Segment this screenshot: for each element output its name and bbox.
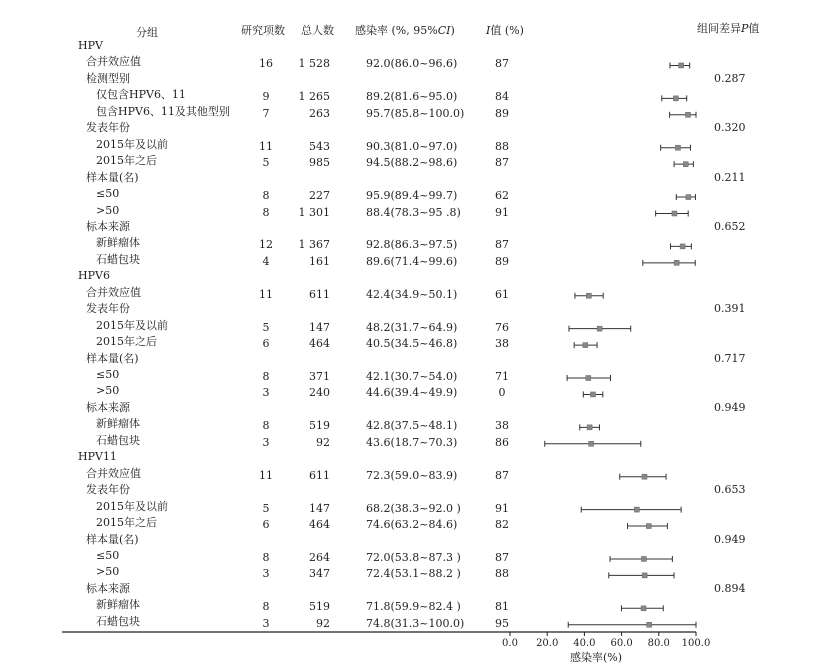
row-ci: 72.4(53.1~88.2 ) [366, 567, 461, 581]
row-studies: 3 [262, 616, 270, 630]
row-total: 92 [316, 435, 330, 449]
row-studies: 8 [262, 189, 270, 203]
row-p-value: 0.652 [714, 219, 746, 233]
row-studies: 5 [262, 501, 270, 515]
row-label: 石蜡包块 [96, 252, 140, 266]
point-estimate [673, 96, 678, 101]
x-tick-label: 20.0 [536, 638, 559, 649]
row-studies: 16 [259, 57, 273, 71]
x-tick-label: 40.0 [573, 638, 596, 649]
row-ci: 72.0(53.8~87.3 ) [366, 550, 461, 564]
row-label: 石蜡包块 [96, 614, 140, 628]
row-i2: 87 [495, 57, 509, 71]
row-i2: 95 [495, 616, 509, 630]
point-estimate [590, 392, 595, 397]
row-total: 1 265 [298, 90, 330, 104]
row-i2: 87 [495, 550, 509, 564]
header-group: 分组 [136, 26, 158, 39]
row-label: 2015年之后 [96, 516, 157, 530]
row-studies: 8 [262, 370, 270, 383]
row-i2: 87 [495, 238, 509, 252]
row-label: >50 [96, 565, 120, 579]
row-i2: 91 [495, 501, 509, 515]
row-label: 2015年之后 [96, 154, 157, 168]
row-ci: 68.2(38.3~92.0 ) [366, 501, 461, 515]
x-tick-label: 60.0 [610, 638, 633, 649]
row-i2: 71 [495, 370, 509, 383]
point-estimate [679, 63, 684, 68]
row-label: HPV6 [78, 269, 110, 283]
point-estimate [583, 343, 588, 348]
point-estimate [634, 507, 639, 512]
row-total: 543 [309, 139, 330, 153]
header-pdiff-letter: P [741, 22, 749, 35]
point-estimate [672, 211, 677, 216]
row-total: 263 [309, 106, 330, 120]
row-p-value: 0.949 [714, 532, 746, 546]
header-pdiff-suffix: 值 [748, 22, 760, 35]
row-i2: 84 [495, 90, 509, 104]
header-pdiff-text: 组间差异 [697, 22, 741, 35]
point-estimate [683, 162, 688, 167]
header-i2-suffix: 值 (%) [490, 24, 524, 37]
point-estimate [680, 244, 685, 249]
row-total: 611 [309, 468, 330, 482]
row-total: 464 [309, 518, 330, 532]
row-i2: 38 [495, 337, 509, 351]
row-label: HPV11 [78, 450, 117, 464]
header-rate-close: ) [450, 24, 455, 37]
header-i2-letter: I [486, 24, 491, 37]
row-total: 371 [309, 370, 330, 383]
row-total: 227 [309, 189, 330, 203]
row-label: >50 [96, 384, 120, 398]
point-estimate [646, 524, 651, 529]
row-ci: 92.8(86.3~97.5) [366, 238, 458, 252]
row-i2: 87 [495, 468, 509, 482]
row-i2: 88 [495, 139, 509, 153]
row-label: ≤50 [96, 187, 120, 201]
row-ci: 90.3(81.0~97.0) [366, 139, 458, 153]
row-ci: 88.4(78.3~95 .8) [366, 205, 461, 219]
header-rate-ci: CI [437, 24, 451, 37]
row-label: 2015年及以前 [96, 137, 168, 151]
row-i2: 88 [495, 567, 509, 581]
row-label: 合并效应值 [86, 285, 141, 299]
row-studies: 8 [262, 550, 270, 564]
x-tick-label: 0.0 [502, 638, 518, 649]
x-axis-label: 感染率(%) [569, 651, 623, 664]
row-label: 检测型别 [86, 71, 130, 85]
row-ci: 94.5(88.2~98.6) [366, 156, 458, 170]
row-ci: 95.7(85.8~100.0) [366, 106, 465, 120]
header-rate-text: 感染率 (%, 95% [355, 24, 438, 37]
row-p-value: 0.320 [714, 121, 746, 135]
row-label: 新鲜瘤体 [96, 417, 140, 431]
point-estimate [686, 112, 691, 117]
row-i2: 87 [495, 156, 509, 170]
row-p-value: 0.717 [714, 351, 746, 365]
row-i2: 89 [495, 254, 509, 268]
row-total: 161 [309, 254, 330, 268]
row-ci: 43.6(18.7~70.3) [366, 435, 458, 449]
row-studies: 6 [262, 518, 270, 532]
row-total: 147 [309, 501, 330, 515]
row-studies: 11 [259, 468, 273, 482]
row-ci: 95.9(89.4~99.7) [366, 189, 458, 203]
row-studies: 7 [262, 106, 270, 120]
row-label: 仅包含HPV6、11 [96, 88, 186, 102]
row-i2: 76 [495, 320, 509, 334]
x-tick-label: 100.0 [681, 638, 711, 649]
row-p-value: 0.894 [714, 581, 746, 595]
row-ci: 71.8(59.9~82.4 ) [366, 600, 461, 614]
row-label: 新鲜瘤体 [96, 598, 140, 612]
point-estimate [586, 293, 591, 298]
point-estimate [686, 195, 691, 200]
row-label: ≤50 [96, 368, 120, 381]
header-total: 总人数 [301, 24, 334, 37]
row-total: 1 528 [298, 57, 330, 71]
row-label: 样本量(名) [86, 170, 139, 184]
row-total: 92 [316, 616, 330, 630]
row-i2: 0 [498, 386, 506, 400]
row-ci: 42.8(37.5~48.1) [366, 419, 458, 433]
row-studies: 11 [259, 139, 273, 153]
row-total: 240 [309, 386, 330, 400]
row-studies: 8 [262, 205, 270, 219]
point-estimate [641, 606, 646, 611]
row-studies: 9 [262, 90, 270, 104]
row-p-value: 0.949 [714, 400, 746, 414]
x-tick-label: 80.0 [647, 638, 670, 649]
row-studies: 3 [262, 567, 270, 581]
row-total: 464 [309, 337, 330, 351]
row-i2: 62 [495, 189, 509, 203]
point-estimate [674, 260, 679, 265]
row-ci: 72.3(59.0~83.9) [366, 468, 458, 482]
row-label: HPV [78, 39, 103, 52]
row-label: 标本来源 [86, 581, 130, 595]
point-estimate [586, 376, 591, 381]
row-i2: 38 [495, 419, 509, 433]
row-total: 519 [309, 419, 330, 433]
row-label: >50 [96, 203, 120, 217]
row-studies: 5 [262, 156, 270, 170]
row-total: 985 [309, 156, 330, 170]
row-ci: 89.2(81.6~95.0) [366, 90, 458, 104]
row-label: 新鲜瘤体 [96, 236, 140, 250]
point-estimate [642, 474, 647, 479]
row-label: 发表年份 [86, 302, 130, 316]
row-label: 标本来源 [86, 400, 130, 414]
point-estimate [675, 145, 680, 150]
row-label: 发表年份 [86, 483, 130, 497]
point-estimate [647, 622, 652, 627]
row-total: 347 [309, 567, 330, 581]
row-i2: 91 [495, 205, 509, 219]
row-i2: 86 [495, 435, 509, 449]
row-total: 264 [309, 550, 330, 564]
row-label: 合并效应值 [86, 55, 141, 69]
row-studies: 8 [262, 419, 270, 433]
row-label: 合并效应值 [86, 466, 141, 480]
row-p-value: 0.391 [714, 302, 746, 316]
row-p-value: 0.211 [714, 170, 746, 184]
row-studies: 11 [259, 287, 273, 301]
row-label: 2015年之后 [96, 335, 157, 349]
row-studies: 3 [262, 386, 270, 400]
row-label: 样本量(名) [86, 351, 139, 365]
header-studies: 研究项数 [241, 24, 285, 37]
row-ci: 74.6(63.2~84.6) [366, 518, 458, 532]
row-studies: 3 [262, 435, 270, 449]
row-total: 1 301 [298, 205, 330, 219]
row-i2: 61 [495, 287, 509, 301]
point-estimate [642, 573, 647, 578]
row-label: 标本来源 [86, 219, 130, 233]
row-i2: 89 [495, 106, 509, 120]
row-total: 611 [309, 287, 330, 301]
point-estimate [589, 441, 594, 446]
row-ci: 48.2(31.7~64.9) [366, 320, 458, 334]
row-ci: 40.5(34.5~46.8) [366, 337, 458, 351]
point-estimate [597, 326, 602, 331]
row-label: ≤50 [96, 548, 120, 562]
row-p-value: 0.287 [714, 71, 746, 85]
row-studies: 4 [262, 254, 270, 268]
row-i2: 82 [495, 518, 509, 532]
row-ci: 44.6(39.4~49.9) [366, 386, 458, 400]
row-label: 2015年及以前 [96, 318, 168, 332]
row-ci: 89.6(71.4~99.6) [366, 254, 458, 268]
row-studies: 6 [262, 337, 270, 351]
row-ci: 42.1(30.7~54.0) [366, 370, 458, 383]
point-estimate [641, 556, 646, 561]
row-total: 1 367 [298, 238, 330, 252]
row-label: 样本量(名) [86, 532, 139, 546]
row-label: 包含HPV6、11及其他型别 [96, 104, 230, 118]
row-i2: 81 [495, 600, 509, 614]
row-studies: 5 [262, 320, 270, 334]
row-studies: 8 [262, 600, 270, 614]
row-ci: 74.8(31.3~100.0) [366, 616, 465, 630]
row-studies: 12 [259, 238, 273, 252]
row-p-value: 0.653 [714, 483, 746, 497]
row-label: 石蜡包块 [96, 433, 140, 447]
row-ci: 42.4(34.9~50.1) [366, 287, 458, 301]
row-total: 519 [309, 600, 330, 614]
row-label: 2015年及以前 [96, 499, 168, 513]
point-estimate [587, 425, 592, 430]
row-label: 发表年份 [86, 121, 130, 135]
row-ci: 92.0(86.0~96.6) [366, 57, 458, 71]
row-total: 147 [309, 320, 330, 334]
